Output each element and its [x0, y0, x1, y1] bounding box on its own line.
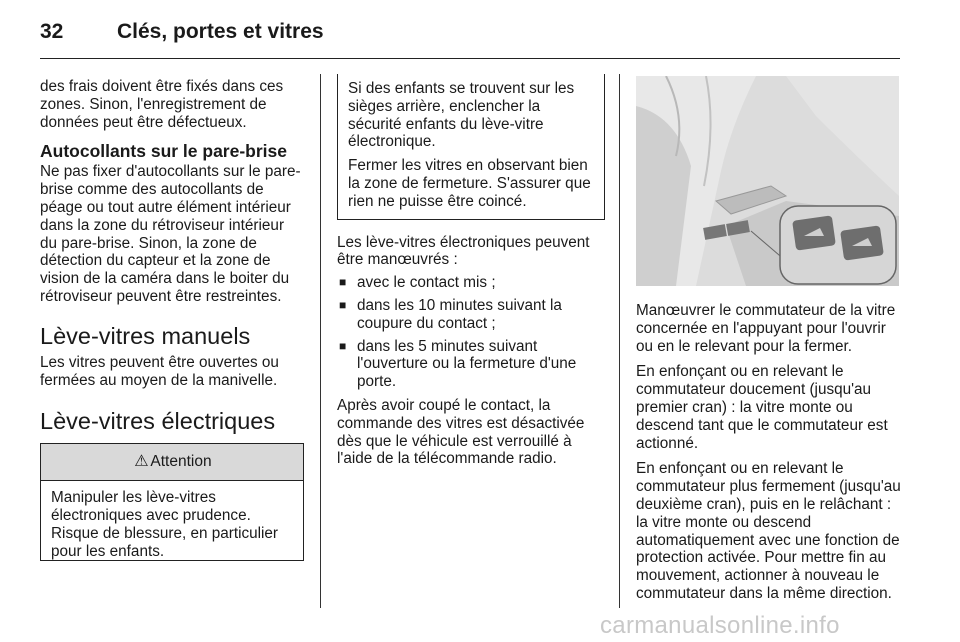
- paragraph: En enfonçant ou en relevant le commutateur plus fermement (jusqu'au deuxième cran), puis en le relâchant : la vitre monte ou descend automatiquement avec une fonction de protection activée. Pour mettre fin au mouvement, actionner à nouveau le commutateur dans la même direction.: [636, 460, 901, 602]
- attention-text: Manipuler les lève-vitres électroniques avec prudence. Risque de blessure, en particulier pour les enfants.: [51, 489, 279, 560]
- paragraph: En enfonçant ou en relevant le commutateur doucement (jusqu'au premier cran) : la vitre monte ou descend tant que le commutateur est actionné.: [636, 363, 888, 452]
- paragraph: Ne pas fixer d'autocollants sur le pare-brise comme des autocollants de péage ou tout autre élément intérieur dans la zone du rétroviseur intérieur du pare-brise. Sinon, la zone de détection du capteur et la zone de vision de la caméra dans le boiter du rétroviseur peuvent être restreintes.: [40, 163, 301, 305]
- section-heading: Autocollants sur le pare-brise: [40, 141, 288, 162]
- paragraph: Les vitres peuvent être ouvertes ou fermées au moyen de la manivelle.: [40, 353, 279, 389]
- list-item: ■ avec le contact mis ;: [337, 274, 605, 292]
- page-number: 32: [40, 20, 64, 43]
- chapter-title: Clés, portes et vitres: [117, 20, 324, 43]
- column-divider: [320, 74, 321, 608]
- section-heading: Lève-vitres manuels: [40, 322, 251, 349]
- intro-text: des frais doivent être fixés dans ces zones. Sinon, l'enregistrement de données peut être défectueux.: [40, 78, 284, 131]
- door-window-switch-illustration: [636, 76, 899, 286]
- column-right: [636, 302, 901, 611]
- page-header: [40, 18, 900, 58]
- attention-header: [41, 443, 303, 481]
- column-divider: [619, 74, 620, 608]
- list-item: ■ dans les 5 minutes suivant l'ouverture ou la fermeture d'une porte.: [337, 338, 605, 391]
- attention-label: Attention: [150, 453, 212, 471]
- paragraph: Les lève-vitres électroniques peuvent être manœuvrés :: [337, 233, 590, 269]
- column-left: [40, 78, 304, 561]
- section-heading: Lève-vitres électriques: [40, 408, 276, 435]
- caution-text: Fermer les vitres en observant bien la zone de fermeture. S'assurer que rien ne puisse être coincé.: [348, 157, 591, 210]
- condition-list: [337, 274, 605, 391]
- watermark: carmanualsonline.info: [600, 612, 840, 639]
- header-rule: [40, 58, 900, 59]
- paragraph: Manœuvrer le commutateur de la vitre concernée en l'appuyant pour l'ouvrir ou en le relevant pour la fermer.: [636, 302, 896, 355]
- caution-box: [337, 74, 605, 220]
- attention-box: [40, 443, 304, 561]
- list-item: ■ dans les 10 minutes suivant la coupure du contact ;: [337, 297, 605, 333]
- column-middle: [337, 74, 605, 476]
- paragraph: Après avoir coupé le contact, la commande des vitres est désactivée dès que le véhicule est verrouillé à l'aide de la télécommande radio.: [337, 396, 585, 468]
- warning-triangle-icon: ⚠: [134, 453, 149, 471]
- caution-text: Si des enfants se trouvent sur les sièges arrière, enclencher la sécurité enfants du lève-vitre électronique.: [348, 80, 575, 151]
